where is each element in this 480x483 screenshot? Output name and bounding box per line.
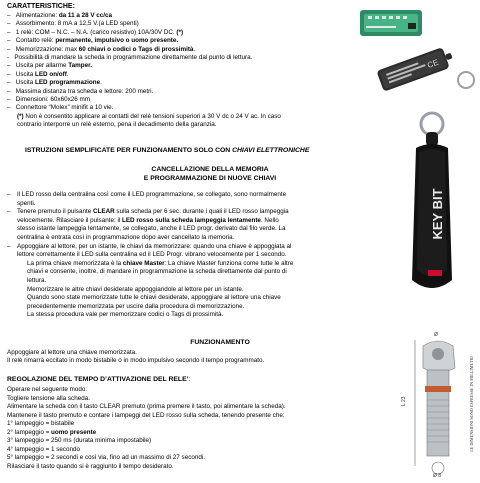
funzionamento-body: Appoggiare al lettore una chiave memorizzata. Il relè rimarrà eccitato in modo bistabile o in modo impulsivo secondo il tempo programmato.	[7, 349, 265, 365]
feature-item: – Massima distanza tra scheda e lettore: 200 metri.	[7, 87, 154, 95]
cancel-title: CANCELLAZIONE DELLA MEMORIA E PROGRAMMAZIONE DI NUOVE CHIAVI	[143, 166, 277, 182]
reader-dimensions-note: LE DIMENSIONI SONO ESPRESSE IN MILLIMETRI	[469, 356, 474, 452]
features-list	[7, 12, 407, 132]
reader-diameter-dim-2: Ø 8	[433, 473, 442, 478]
reader-height-dim: L 23	[401, 396, 407, 406]
instructions-title: ISTRUZIONI SEMPLIFICATE PER FUNZIONAMENTO SOLO CON CHIAVI ELETTRONICHE	[25, 147, 310, 154]
feature-item: – Dimensioni: 60x60x26 mm	[7, 96, 90, 103]
feature-item: – Memorizzazione: max 60 chiavi o codici o Tags di prossimità.	[7, 45, 196, 53]
key-bit-label: KEY BIT	[430, 188, 445, 240]
features-title: CARATTERISTICHE:	[7, 3, 75, 10]
features-note-line2: contrario interporre un relè esterno, pena il decadimento della garanzia.	[17, 121, 217, 129]
regolazione-title: REGOLAZIONE DEL TEMPO D’ATTIVAZIONE DEL RELE’:	[7, 376, 191, 383]
reader-diameter-dim: Ø	[434, 332, 438, 338]
feature-item: – Contatto relè: permanente, impulsivo o uomo presente.	[7, 37, 179, 45]
key-bit-fob-image	[402, 110, 472, 300]
instructions-body: – Il LED rosso della centralina così come il LED programmazione, se collegato, sono normalmente spenti. – Tenere premuto il pulsante CLEAR sulla scheda per 6 sec. durante i quali il LED rosso lampeggia velocemente. Rilasciare il pulsante: il LED rosso sulla scheda lampeggia lentamente. Nello stesso istante lampeggia lentamente, se collegato, anche il LED progr. derivato dal filo verde. La centralina è entrata così in programmazione dopo aver cancellato la memoria. – Appoggiare al lettore, per un istante, le chiavi da memorizzare: quando una chiave è appoggiata al lettore correttamente il LED sulla centralina ed il LED Progr. vibrano velocemente per 1 secondo. La prima chiave memorizzata è la chiave Master: La chiave Master funziona come tutte le altre chiavi e consente, inoltre, di mandare in programmazione la scheda direttamente dal punto di lettura. Memorizzare le altre chiavi desiderate appoggiandole al lettore per un istante. Quando sono state memorizzate tutte le chiavi desiderate, appoggiare al lettore una chiave precedentemente memorizzata per uscire dalla procedura di memorizzazione. La stessa procedura vale per memorizzare codici o Tags di prossimità.	[7, 191, 294, 319]
regolazione-body: Operare nel seguente modo: Togliere tensione alla scheda. Alimentare la scheda con il tasto CLEAR premuto (prima premere il tasto, poi alimentare la scheda). Mantenere il tasto premuto e contare i lampeggi del LED rosso sulla scheda, tenendo presente che: 1° lampeggio = bistabile 2° lampeggio = uomo presente 3° lampeggio = 250 ms (durata minima impostabile) 4° lampeggio = 1 secondo 5° lampeggio = 2 secondi e così via, fino ad un massimo di 27 secondi. Rilasciare il tasto quando si è raggiunto il tempo desiderato.	[7, 386, 286, 470]
feature-item: – Uscita LED programmazione.	[7, 79, 102, 87]
reader-image	[393, 330, 479, 478]
svg-text:CE: CE	[426, 57, 440, 70]
features-note: (*) Non è consentito applicare ai contatti del relè tensioni superiori a 30 V dc o 24 V ac. In caso	[17, 112, 281, 120]
feature-item: – Uscita LED on/off.	[7, 70, 69, 78]
feature-item: – Connettore “Molex” minifit a 10 vie.	[7, 104, 114, 112]
funzionamento-title: FUNZIONAMENTO	[190, 339, 250, 346]
feature-item: - Possibilità di mandare la scheda in programmazione direttamente dal punto di lettura.	[7, 54, 253, 61]
feature-item: – Alimentazione: da 11 a 28 V cc/ca	[7, 12, 113, 19]
feature-item: – Assorbimento: 8 mA a 12,5 V.(a LED spenti)	[7, 20, 139, 28]
feature-item: – 1 relè: COM – N.C. – N.A. (carico resistivo) 10A/30V DC. (*)	[7, 28, 184, 36]
feature-item: – Uscita per allarme Tamper.	[7, 62, 92, 70]
